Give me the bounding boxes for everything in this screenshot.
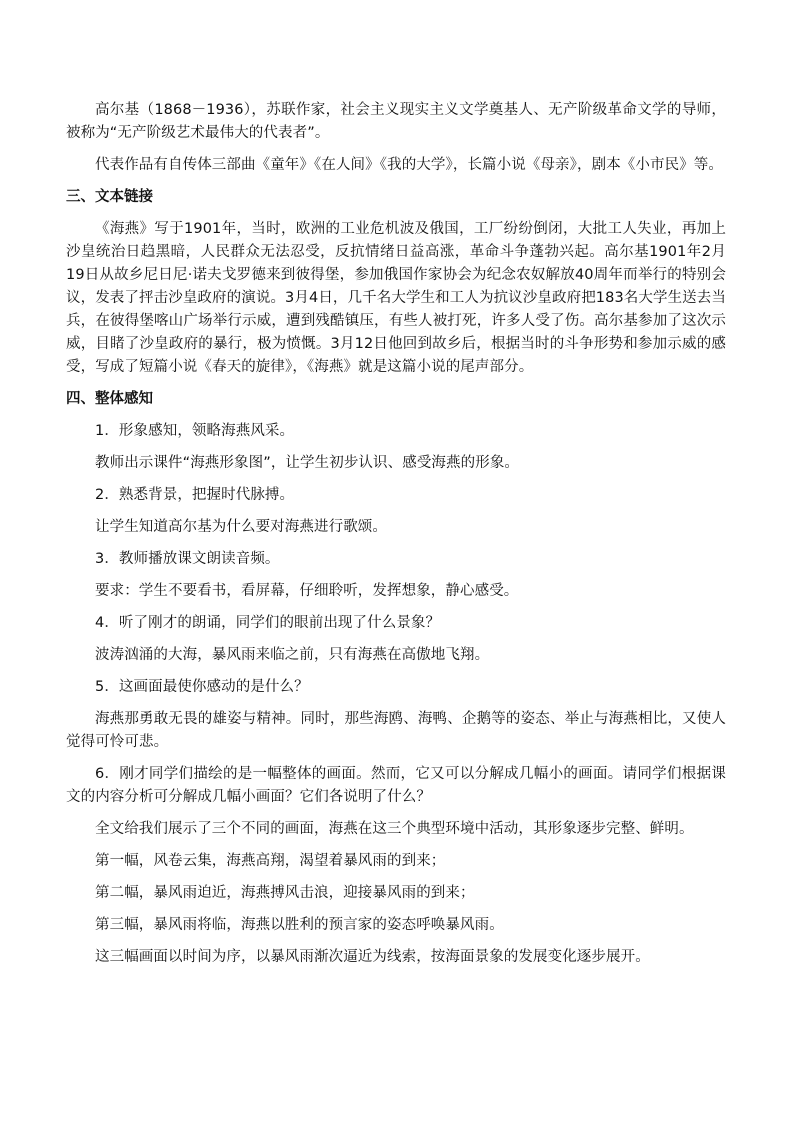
list-item: 第二幅，暴风雨迫近，海燕搏风击浪，迎接暴风雨的到来；	[95, 885, 475, 901]
list-item: 要求：学生不要看书，看屏幕，仔细聆听，发挥想象，静心感受。	[95, 583, 519, 599]
list-item: 海燕那勇敢无畏的雄姿与精神。同时，那些海鸥、海鸭、企鹅等的姿态、举止与海燕相比，又使人觉得可怜可悲。	[66, 711, 726, 750]
list-item: 教师出示课件“海燕形象图”，让学生初步认识、感受海燕的形象。	[95, 455, 520, 471]
document-body	[66, 99, 726, 969]
background-paragraph: 《海燕》写于1901年，当时，欧洲的工业危机波及俄国，工厂纷纷倒闭，大批工人失业，再加上沙皇统治日趋黑暗，人民群众无法忍受，反抗情绪日益高涨，革命斗争蓬勃兴起。高尔基1901年2月19日从故乡尼日尼·诺夫戈罗德来到彼得堡，参加俄国作家协会为纪念农奴解放40周年而举行的特别会议，发表了抨击沙皇政府的演说。3月4日，几千名大学生和工人为抗议沙皇政府把183名大学生送去当兵，在彼得堡喀山广场举行示威，遭到残酷镇压，有些人被打死，许多人受了伤。高尔基参加了这次示威，目睹了沙皇政府的暴行，极为愤慨。3月12日他回到故乡后，根据当时的斗争形势和参加示威的感受，写成了短篇小说《春天的旋律》，《海燕》就是这篇小说的尾声部分。	[66, 221, 726, 375]
section-heading-overall-perception: 四、整体感知	[66, 391, 153, 407]
list-item: 5．这画面最使你感动的是什么？	[95, 679, 309, 695]
list-item: 第三幅，暴风雨将临，海燕以胜利的预言家的姿态呼唤暴风雨。	[95, 917, 504, 933]
list-item: 1．形象感知，领略海燕风采。	[95, 423, 295, 439]
list-item: 4．听了刚才的朗诵，同学们的眼前出现了什么景象？	[95, 615, 441, 631]
list-item: 波涛汹涌的大海，暴风雨来临之前，只有海燕在高傲地飞翔。	[95, 647, 490, 663]
list-item: 6．刚才同学们描绘的是一幅整体的画面。然而，它又可以分解成几幅小的画面。请同学们根据课文的内容分析可分解成几幅小画面？它们各说明了什么？	[66, 766, 726, 805]
list-item: 第一幅，风卷云集，海燕高翔，渴望着暴风雨的到来；	[95, 853, 446, 869]
list-item: 3．教师播放课文朗读音频。	[95, 551, 280, 567]
list-item: 让学生知道高尔基为什么要对海燕进行歌颂。	[95, 519, 387, 535]
list-item: 2．熟悉背景，把握时代脉搏。	[95, 487, 295, 503]
section-heading-text-link: 三、文本链接	[66, 189, 153, 205]
list-item: 这三幅画面以时间为序，以暴风雨渐次逼近为线索，按海面景象的发展变化逐步展开。	[95, 949, 650, 965]
representative-works-paragraph: 代表作品有自传体三部曲《童年》《在人间》《我的大学》，长篇小说《母亲》，剧本《小市民》等。	[95, 157, 723, 173]
author-intro-paragraph: 高尔基（1868－1936），苏联作家，社会主义现实主义文学奠基人、无产阶级革命文学的导师，被称为“无产阶级艺术最伟大的代表者”。	[66, 102, 726, 141]
list-item: 全文给我们展示了三个不同的画面，海燕在这三个典型环境中活动，其形象逐步完整、鲜明。	[95, 821, 694, 837]
